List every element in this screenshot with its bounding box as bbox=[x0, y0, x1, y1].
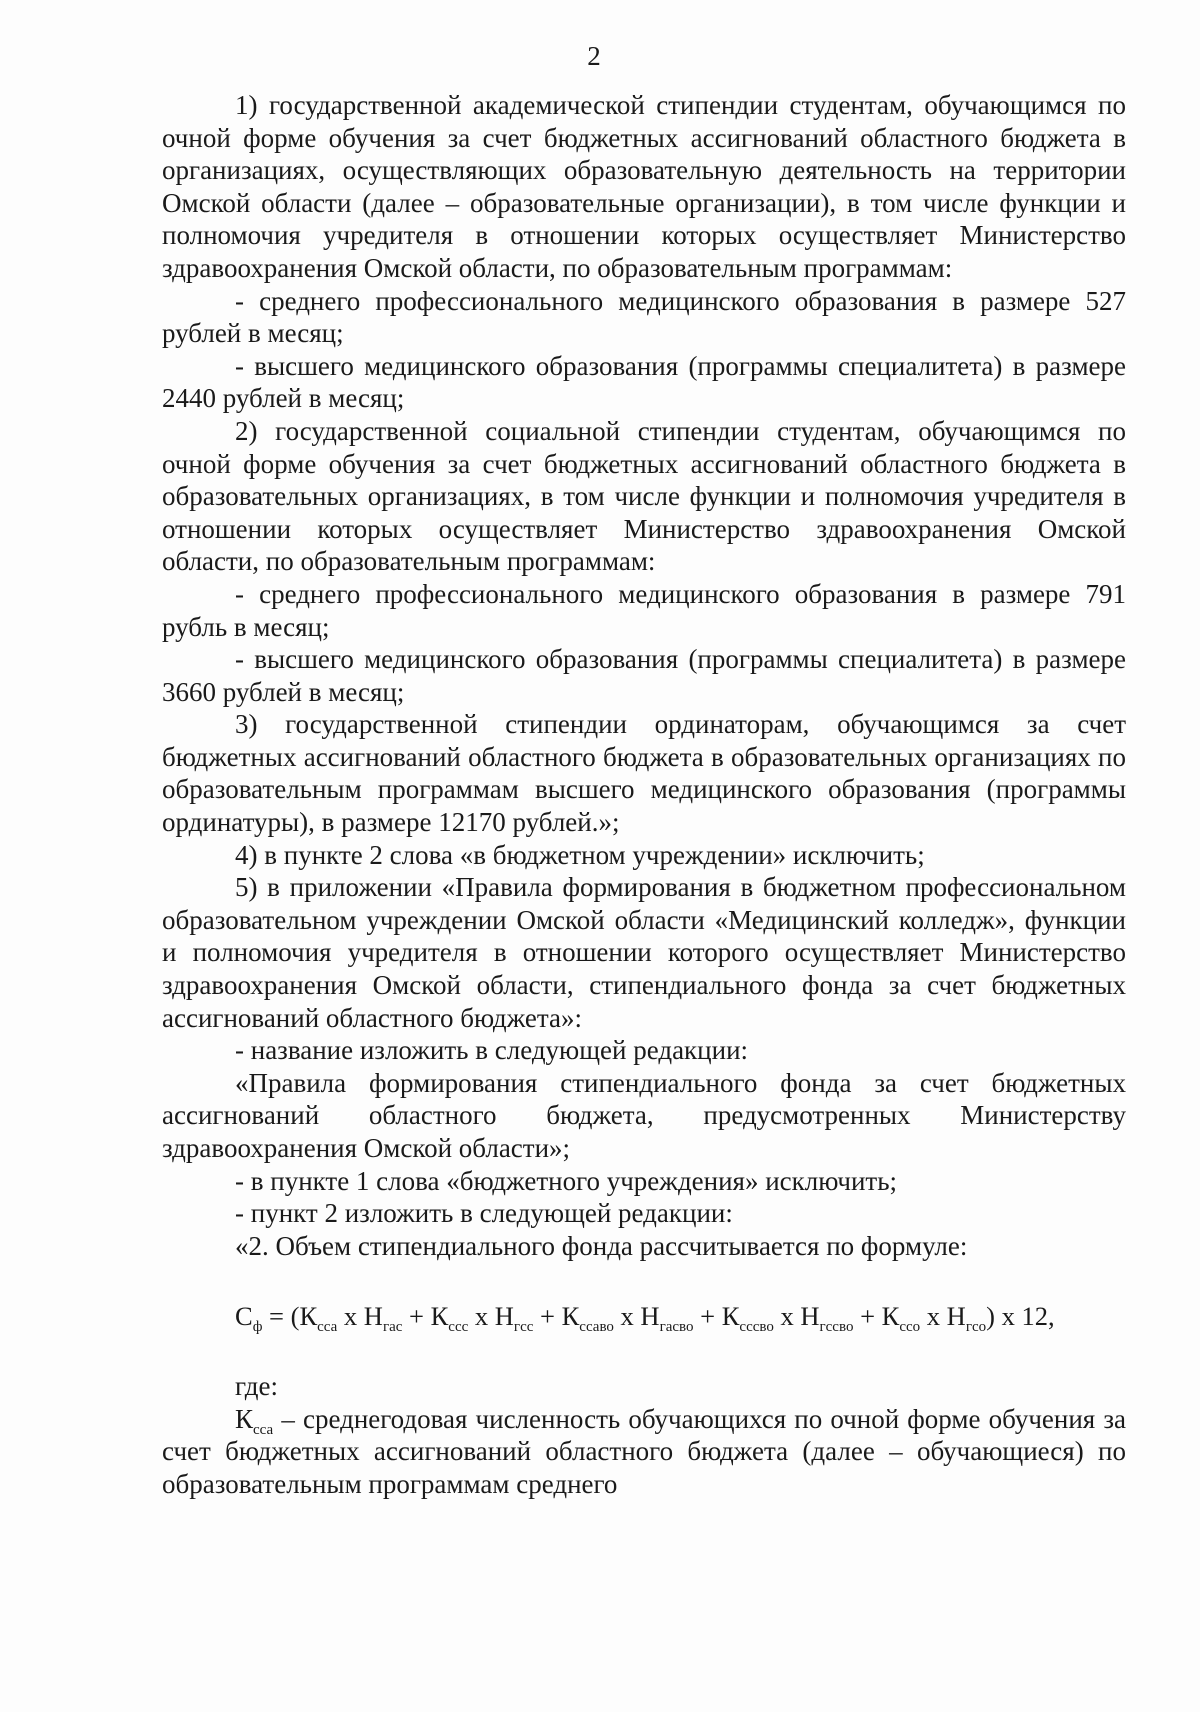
paragraph-formula-intro: «2. Объем стипендиального фонда рассчитывается по формуле: bbox=[235, 1230, 968, 1261]
formula-lhs-sub: ф bbox=[252, 1319, 263, 1336]
paragraph-academic-secondary: - среднего профессионального медицинского образования в размере 527 рублей в месяц; bbox=[162, 285, 1126, 349]
document-body bbox=[162, 89, 1126, 1500]
paragraph-social-secondary: - среднего профессионального медицинского образования в размере 791 рубль в месяц; bbox=[162, 578, 1126, 642]
formula-plus-3: + bbox=[693, 1301, 722, 1332]
formula-term-4: К bbox=[721, 1301, 740, 1332]
formula-term-2: К bbox=[430, 1301, 449, 1332]
formula-norm-1: Н bbox=[363, 1301, 383, 1332]
definition-symbol-sub: сса bbox=[253, 1421, 274, 1438]
formula-times-3: х bbox=[613, 1301, 641, 1332]
formula-times-1: х bbox=[337, 1301, 364, 1332]
definition-text: – среднегодовая численность обучающихся по очной форме обучения за счет бюджетных ассигнований областного бюджета (далее – обучающиеся) по образовательным программам среднего bbox=[162, 1403, 1126, 1499]
formula-norm-5-sub: гсо bbox=[965, 1319, 987, 1336]
formula-term-3-sub: ссаво bbox=[579, 1319, 614, 1336]
paragraph-residents-stipend: 3) государственной стипендии ординаторам, обучающимся за счет бюджетных ассигнований областного бюджета в образовательных организациях по образовательным программам высшего медицинского образования (программы ординатуры), в размере 12170 рублей.»; bbox=[162, 709, 1126, 838]
formula-times-5: х bbox=[920, 1301, 947, 1332]
paragraph-academic-stipend: 1) государственной академической стипендии студентам, обучающимся по очной форме обучения за счет бюджетных ассигнований областного бюджета в организациях, осуществляющих образовательную деятельность на территории Омской области (далее – образовательные организации), в том числе функции и полномочия учредителя в отношении которых осуществляет Министерство здравоохранения Омской области, по образовательным программам: bbox=[162, 90, 1126, 283]
formula-term-1-sub: сса bbox=[317, 1319, 338, 1336]
definition-symbol: К bbox=[235, 1403, 254, 1434]
formula-term-2-sub: ссс bbox=[448, 1319, 469, 1336]
paragraph-clause-2-change: - пункт 2 изложить в следующей редакции: bbox=[235, 1198, 733, 1229]
paragraph-item-5: 5) в приложении «Правила формирования в бюджетном профессиональном образовательном учреждении Омской области «Медицинский колледж», функции и полномочия учредителя в отношении которого осуществляет Министерство здравоохранения Омской области, стипендиального фонда за счет бюджетных ассигнований областного бюджета»: bbox=[162, 872, 1126, 1033]
formula-term-3: К bbox=[561, 1301, 580, 1332]
formula-norm-3: Н bbox=[640, 1301, 660, 1332]
formula-norm-4-sub: гссво bbox=[819, 1319, 854, 1336]
where-label: где: bbox=[235, 1370, 278, 1401]
formula-eq: = ( bbox=[262, 1301, 300, 1332]
formula-norm-4: Н bbox=[800, 1301, 820, 1332]
paragraph-item-4: 4) в пункте 2 слова «в бюджетном учреждении» исключить; bbox=[235, 839, 925, 870]
stipend-fund-formula bbox=[162, 1300, 1126, 1336]
formula-times-4: х bbox=[773, 1301, 801, 1332]
definition-kssa bbox=[162, 1403, 1126, 1501]
formula-term-5: К bbox=[881, 1301, 900, 1332]
paragraph-social-stipend: 2) государственной социальной стипендии студентам, обучающимся по очной форме обучения за счет бюджетных ассигнований областного бюджета в образовательных организациях, в том числе функции и полномочия учредителя в отношении которых осуществляет Министерство здравоохранения Омской области, по образовательным программам: bbox=[162, 415, 1126, 577]
formula-norm-3-sub: гасво bbox=[659, 1319, 694, 1336]
paragraph-clause-1-change: - в пункте 1 слова «бюджетного учреждения» исключить; bbox=[235, 1165, 898, 1196]
formula-norm-2: Н bbox=[494, 1301, 514, 1332]
formula-norm-2-sub: гсс bbox=[513, 1319, 534, 1336]
formula-term-4-sub: сссво bbox=[739, 1319, 774, 1336]
formula-norm-1-sub: гас bbox=[382, 1319, 403, 1336]
page-number: 2 bbox=[587, 41, 601, 71]
paragraph-title-change: - название изложить в следующей редакции: bbox=[235, 1035, 749, 1066]
formula-plus-2: + bbox=[533, 1301, 562, 1332]
paragraph-academic-higher: - высшего медицинского образования (программы специалитета) в размере 2440 рублей в месяц; bbox=[162, 350, 1126, 414]
paragraph-social-higher: - высшего медицинского образования (программы специалитета) в размере 3660 рублей в месяц; bbox=[162, 644, 1126, 707]
formula-term-1: К bbox=[299, 1301, 318, 1332]
formula-plus-4: + bbox=[853, 1301, 882, 1332]
formula-term-5-sub: ссо bbox=[899, 1319, 921, 1336]
formula-times-2: х bbox=[468, 1301, 495, 1332]
paragraph-new-title: «Правила формирования стипендиального фонда за счет бюджетных ассигнований областного бюджета, предусмотренных Министерству здравоохранения Омской области»; bbox=[162, 1067, 1126, 1163]
formula-plus-1: + bbox=[402, 1301, 431, 1332]
formula-lhs: С bbox=[235, 1301, 253, 1332]
formula-norm-5: Н bbox=[946, 1301, 966, 1332]
formula-tail: ) х 12, bbox=[986, 1301, 1055, 1332]
